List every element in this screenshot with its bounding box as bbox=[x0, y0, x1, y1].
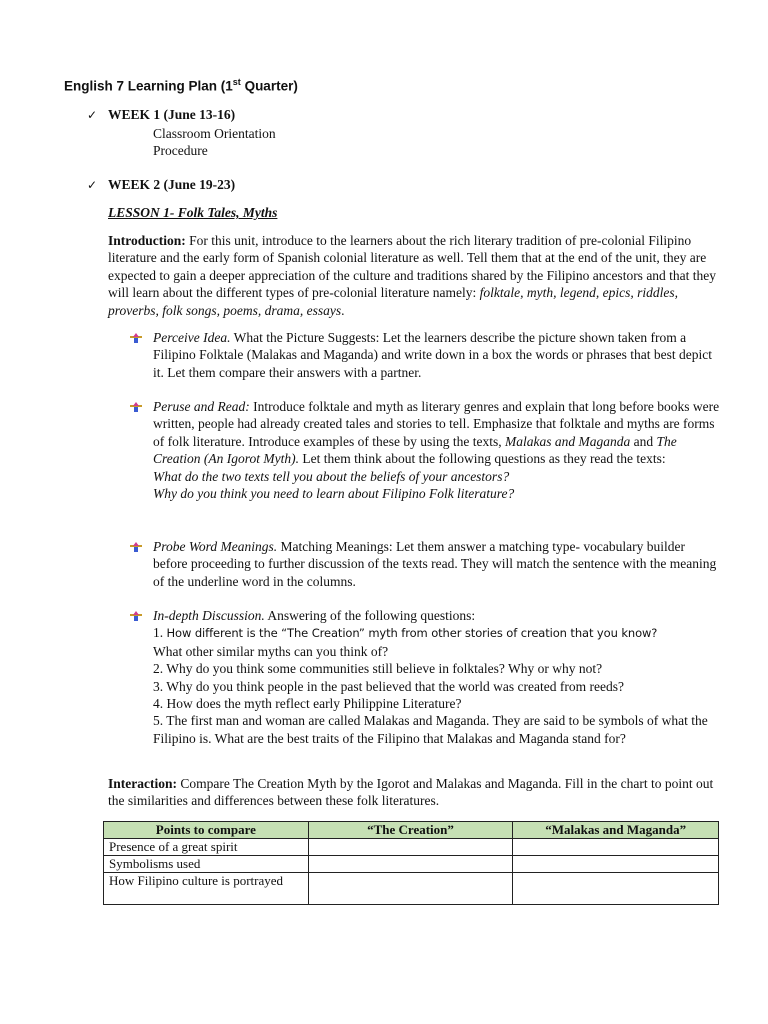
table-header-cell: “Malakas and Maganda” bbox=[513, 822, 719, 839]
discussion-question: 2. Why do you think some communities still believe in folktales? Why or why not? bbox=[153, 661, 603, 677]
table-row-label: Symbolisms used bbox=[104, 856, 309, 873]
text-title-creation: The Creation (An Igorot Myth). bbox=[153, 433, 677, 467]
discussion-question: 3. Why do you think people in the past believed that the world was created from reeds? bbox=[153, 678, 624, 694]
question-number: 1. bbox=[153, 625, 167, 641]
arrow-bullet-icon bbox=[130, 401, 142, 412]
table-blank-cell[interactable] bbox=[513, 873, 719, 905]
interaction-text: Compare The Creation Myth by the Igorot and Malakas and Maganda. Fill in the chart to point out the similarities and differences between these folk literatures. bbox=[108, 776, 714, 809]
introduction-paragraph bbox=[108, 232, 718, 319]
bullet-probe-word bbox=[130, 538, 720, 590]
check-icon: ✓ bbox=[87, 108, 98, 122]
table-row-label: Presence of a great spirit bbox=[104, 839, 309, 856]
table-row-label: How Filipino culture is portrayed bbox=[104, 873, 309, 905]
week-1-label: WEEK 1 (June 13-16) bbox=[108, 107, 236, 122]
table-row bbox=[104, 856, 719, 873]
discussion-question: How different is the “The Creation” myth from other stories of creation that you know? bbox=[166, 626, 658, 641]
discussion-question: 4. How does the myth reflect early Philippine Literature? bbox=[153, 696, 462, 712]
table-blank-cell[interactable] bbox=[308, 873, 513, 905]
peruse-read-text-end: Let them think about the following questions as they read the texts: bbox=[298, 451, 666, 467]
literature-types-list: folktale, myth, legend, epics, riddles, proverbs, folk songs, poems, drama, essays bbox=[108, 285, 678, 318]
text-title-malakas: Malakas and Maganda bbox=[505, 433, 631, 449]
introduction-end: . bbox=[341, 302, 345, 318]
peruse-read-label: Peruse and Read: bbox=[153, 399, 250, 414]
introduction-label: Introduction: bbox=[108, 233, 186, 248]
discussion-question: 5. The first man and woman are called Malakas and Maganda. They are said to be symbols of what the Filipino is. What are the best traits of the Filipino that Malakas and Maganda stand for? bbox=[153, 713, 708, 746]
table-row bbox=[104, 873, 719, 905]
bullet-indepth-discussion bbox=[130, 607, 720, 747]
probe-word-label: Probe Word Meanings. bbox=[153, 539, 278, 554]
check-icon: ✓ bbox=[87, 178, 98, 192]
arrow-bullet-icon bbox=[130, 332, 142, 343]
bullet-perceive-idea bbox=[130, 329, 720, 381]
week-1-item: Procedure bbox=[153, 143, 208, 158]
interaction-label: Interaction: bbox=[108, 776, 177, 791]
perceive-idea-label: Perceive Idea. bbox=[153, 330, 231, 345]
table-blank-cell[interactable] bbox=[308, 839, 513, 856]
table-blank-cell[interactable] bbox=[513, 839, 719, 856]
guide-question: What do the two texts tell you about the beliefs of your ancestors? bbox=[153, 468, 510, 484]
document-title bbox=[64, 77, 298, 94]
table-blank-cell[interactable] bbox=[513, 856, 719, 873]
table-header-cell: Points to compare bbox=[104, 822, 309, 839]
perceive-idea-text: What the Picture Suggests: Let the learners describe the picture shown taken from a Filipino Folktale (Malakas and Maganda) and write down in a box the words or phrases that best depict it. Let them compare their answers with a partner. bbox=[153, 330, 712, 380]
week-1-block bbox=[87, 106, 276, 160]
title-text-end: Quarter) bbox=[240, 78, 298, 94]
table-header-row bbox=[104, 822, 719, 839]
lesson-title: LESSON 1- Folk Tales, Myths bbox=[108, 205, 278, 220]
introduction-text: For this unit, introduce to the learners about the rich literary tradition of pre-colonial Filipino literature and the early form of Spanish colonial literature as well. Tell them that at the end of the unit, they are expected to gain a deeper appreciation of the culture and traditions shared by the Filipino ancestors and that they will learn about the different types of pre-colonial literature namely: bbox=[108, 233, 717, 301]
title-text: English 7 Learning Plan (1 bbox=[64, 78, 233, 94]
peruse-read-text: Introduce folktale and myth as literary genres and explain that long before books were written, people had already created tales and stories to tell. Emphasize that folktale and myths are forms of folk literature. Introduce examples of these by using the texts, bbox=[153, 399, 720, 449]
indepth-label: In-depth Discussion. bbox=[153, 608, 265, 623]
table-header-cell: “The Creation” bbox=[308, 822, 513, 839]
bullet-peruse-read bbox=[130, 398, 720, 502]
arrow-bullet-icon bbox=[130, 610, 142, 621]
conjunction-text: and bbox=[630, 433, 657, 449]
interaction-paragraph bbox=[108, 775, 718, 810]
table-blank-cell[interactable] bbox=[308, 856, 513, 873]
week-2-block bbox=[87, 176, 235, 195]
guide-question: Why do you think you need to learn about Filipino Folk literature? bbox=[153, 486, 515, 502]
table-row bbox=[104, 839, 719, 856]
week-1-item: Classroom Orientation bbox=[153, 125, 276, 141]
arrow-bullet-icon bbox=[130, 541, 142, 552]
title-superscript: st bbox=[232, 77, 241, 87]
week-2-label: WEEK 2 (June 19-23) bbox=[108, 177, 236, 192]
indepth-text: Answering of the following questions: bbox=[264, 608, 476, 623]
discussion-question: What other similar myths can you think of? bbox=[153, 643, 389, 659]
probe-word-text: Matching Meanings: Let them answer a matching type- vocabulary builder before proceeding to further discussion of the texts read. They will match the sentence with the meaning of the underline word in the columns. bbox=[153, 539, 717, 589]
comparison-table bbox=[103, 821, 719, 905]
